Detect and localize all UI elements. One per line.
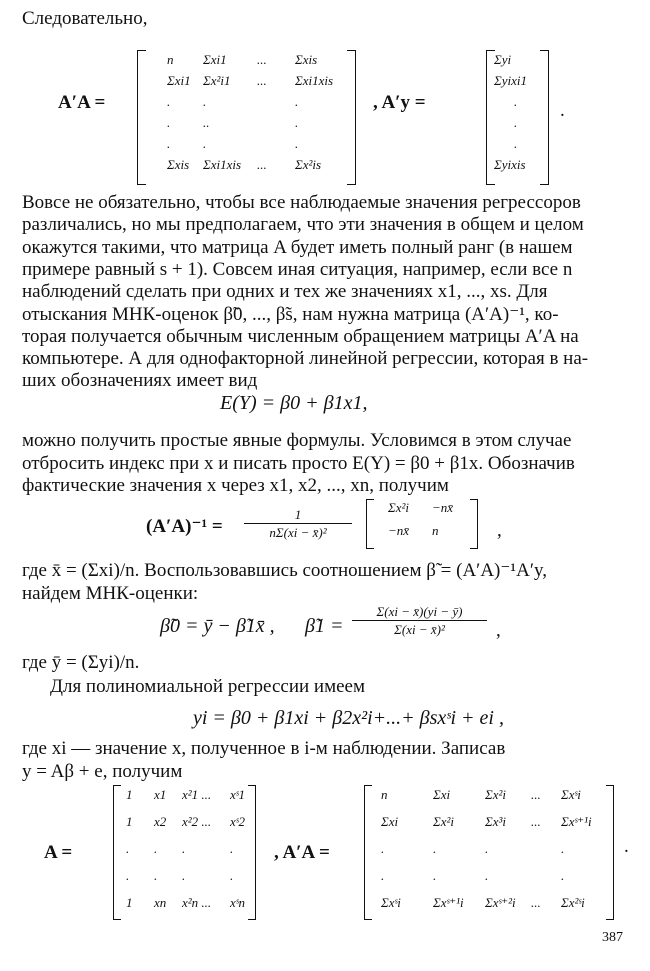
paragraph-5: Для полиномиальной регрессии имеем [50, 676, 365, 697]
matrix-cell: xn [154, 895, 167, 910]
ata-matrix [145, 52, 345, 182]
vector-cell: . [514, 115, 518, 130]
matrix-cell: Σxi1 [203, 52, 227, 67]
matrix-cell: Σxi [381, 814, 399, 829]
matrix-cell: . [126, 868, 130, 883]
matrix-cell: ... [531, 814, 541, 829]
matrix-cell: −nx̄ [388, 523, 410, 538]
vector-cell: Σyixis [494, 157, 526, 172]
text-line: отыскания МНК-оценок β̃0, ..., β̃s, нам нужна матрица (A′A)⁻¹, ко- [22, 303, 559, 325]
estimate-b1-label: β̃1 = [305, 615, 344, 637]
estimate-b0: β̃0 = ȳ − β̃1x̄ , [160, 615, 275, 637]
matrix-cell: ... [257, 73, 267, 88]
matrix-cell: Σx³i [485, 814, 507, 829]
inverse-denominator: nΣ(xi − x̄)² [269, 525, 327, 540]
text-line: где x̄ = (Σxi)/n. Воспользовавшись соотношением β̃ = (A′A)⁻¹A′y, [22, 560, 548, 581]
matrix-cell: . [167, 136, 171, 151]
matrix-cell: n [167, 52, 174, 67]
matrix-cell: n [432, 523, 439, 538]
matrix-cell: Σx²i1 [203, 73, 231, 88]
matrix-cell: . [295, 115, 299, 130]
matrix-cell: . [182, 868, 186, 883]
estimate-b1-denominator: Σ(xi − x̄)² [394, 622, 445, 637]
matrix-cell: . [154, 841, 158, 856]
matrix-cell: Σx²ˢi [561, 895, 585, 910]
matrix-cell: Σx²i [433, 814, 455, 829]
matrix-cell: Σxi1 [167, 73, 191, 88]
matrix-cell: xˢn [230, 895, 246, 910]
vector-cell: Σyixi1 [494, 73, 527, 88]
inverse-tail: , [497, 520, 502, 541]
text-line: y = Aβ + e, получим [22, 760, 183, 782]
paragraph-4: где ȳ = (Σyi)/n. [22, 652, 140, 673]
text-line: можно получить простые явные формулы. Условимся в этом случае [22, 430, 572, 451]
matrix-cell: . [230, 868, 234, 883]
matrix-cell: . [182, 841, 186, 856]
matrix-cell: ... [531, 787, 541, 802]
matrix-cell: . [295, 94, 299, 109]
inverse-label: (A′A)⁻¹ = [146, 516, 223, 537]
matrix-cell: . [203, 136, 207, 151]
aty-label: , A′y = [373, 92, 426, 113]
ata-label: A′A = [58, 92, 106, 113]
matrix-cell: . [167, 94, 171, 109]
matrix-cell: Σxˢ⁺²i [485, 895, 516, 910]
matrix-cell: . [485, 868, 489, 883]
ata2-label: , A′A = [274, 842, 330, 863]
matrix-cell: x²2 ... [182, 814, 212, 829]
matrix-cell: xˢ1 [230, 787, 246, 802]
matrix-cell: . [167, 115, 171, 130]
matrix-cell: Σx²i [485, 787, 507, 802]
inverse-matrix [374, 500, 470, 546]
matrix-cell: −nx̄ [432, 500, 454, 515]
inverse-bracket-right [470, 499, 478, 549]
matrix-cell: . [433, 868, 437, 883]
inverse-numerator: 1 [244, 507, 352, 524]
matrix-cell: .. [203, 115, 210, 130]
matrix-cell: x1 [154, 787, 167, 802]
text-line: наблюдений сделать при одних и тех же значениях x1, ..., xs. Для [22, 281, 548, 303]
matrix-cell: x2 [154, 814, 167, 829]
text-line: Вовсе не обязательно, чтобы все наблюдаемые значения регрессоров [22, 192, 581, 213]
matrix-cell: . [433, 841, 437, 856]
matrix-cell: x²n ... [182, 895, 212, 910]
ata2-period: . [624, 836, 629, 857]
matrix-cell: . [561, 841, 565, 856]
inverse-fraction [244, 507, 352, 541]
matrix-cell: Σxi [433, 787, 451, 802]
matrix-cell: Σxis [167, 157, 190, 172]
equation-polynomial: yi = β0 + β1xi + β2x²i+...+ βsxˢi + ei , [193, 707, 504, 729]
matrix-cell: 1 [126, 895, 133, 910]
vector-cell: . [514, 94, 518, 109]
matrix-cell: ... [257, 157, 267, 172]
matrix-cell: . [381, 868, 385, 883]
ata2-bracket-right [606, 785, 614, 920]
a-label: A = [44, 842, 73, 863]
matrix-cell: xˢ2 [230, 814, 246, 829]
matrix-cell: . [126, 841, 130, 856]
matrix-cell: x²1 ... [182, 787, 212, 802]
vector-cell: . [514, 136, 518, 151]
matrix-cell: 1 [126, 787, 133, 802]
text-line: найдем МНК-оценки: [22, 582, 199, 604]
matrix-cell: . [154, 868, 158, 883]
aty-vector [490, 52, 544, 182]
matrix-cell: ... [531, 895, 541, 910]
matrix-cell: . [381, 841, 385, 856]
estimate-b1-fraction [352, 604, 487, 638]
matrix-cell: ... [257, 52, 267, 67]
matrix-cell: Σx²is [295, 157, 322, 172]
text-line: ших обозначениях имеет вид [22, 370, 258, 392]
estimate-tail: , [496, 620, 501, 641]
matrix-cell: n [381, 787, 388, 802]
intro-text: Следовательно, [22, 8, 148, 29]
matrix-cell: . [485, 841, 489, 856]
matrix-cell: . [203, 94, 207, 109]
estimate-b1-numerator: Σ(xi − x̄)(yi − ȳ) [352, 604, 487, 621]
text-line: примере равный s + 1). Совсем иная ситуация, например, если все n [22, 258, 573, 280]
aty-period: . [560, 100, 565, 121]
matrix-cell: . [295, 136, 299, 151]
matrix-cell: 1 [126, 814, 133, 829]
page-number: 387 [602, 930, 623, 945]
matrix-cell: Σxis [295, 52, 318, 67]
a-matrix [120, 787, 248, 917]
a-bracket-right [248, 785, 256, 920]
vector-cell: Σyi [494, 52, 512, 67]
text-line: различались, но мы предполагаем, что эти значения в общем и целом [22, 214, 584, 236]
text-line: фактические значения x через x1, x2, ..., xn, получим [22, 475, 449, 496]
matrix-cell: Σxˢi [381, 895, 401, 910]
text-line: окажутся такими, что матрица A будет иметь полный ранг (в нашем [22, 236, 573, 258]
matrix-cell: Σxˢ⁺¹i [561, 814, 592, 829]
ata-bracket-right [347, 50, 356, 185]
matrix-cell: Σxˢi [561, 787, 581, 802]
inverse-bracket-left [366, 499, 374, 549]
text-line: где xi — значение x, полученное в i-м наблюдении. Записав [22, 738, 506, 759]
ata2-matrix [371, 787, 606, 917]
matrix-cell: . [561, 868, 565, 883]
equation-linear: E(Y) = β0 + β1x1, [220, 392, 368, 414]
matrix-cell: Σxi1xis [203, 157, 242, 172]
matrix-cell: Σxˢ⁺¹i [433, 895, 464, 910]
matrix-cell: Σx²i [388, 500, 410, 515]
text-line: торая получается обычным численным обращением матрицы A′A на [22, 325, 579, 347]
matrix-cell: Σxi1xis [295, 73, 334, 88]
matrix-cell: . [230, 841, 234, 856]
text-line: отбросить индекс при x и писать просто E(Y) = β0 + β1x. Обозначив [22, 452, 575, 474]
text-line: компьютере. А для однофакторной линейной регрессии, которая в на- [22, 348, 589, 370]
